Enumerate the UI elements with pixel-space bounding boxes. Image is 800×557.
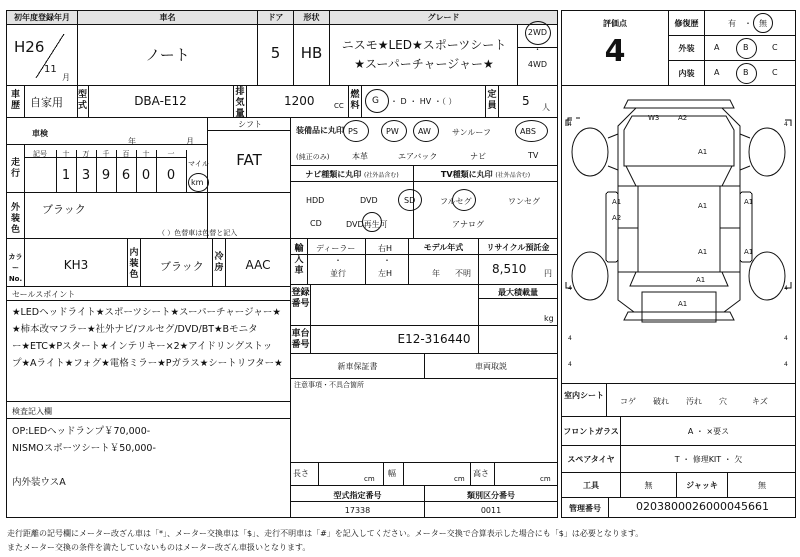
navi-sd-circle [398, 189, 422, 211]
mileage-col-label: 百 [122, 150, 130, 158]
svg-text:4: 4 [784, 335, 788, 342]
damage-mark: A2 [678, 114, 688, 122]
tv-fullseg-circle [452, 189, 476, 211]
interior-c: C [772, 68, 778, 77]
displacement-unit: CC [334, 102, 344, 110]
wheel-rear-right [749, 252, 785, 300]
exterior-c: C [772, 43, 778, 52]
drive-2wd: 2WD [527, 28, 548, 37]
repair-yes: 有 [728, 19, 736, 28]
exterior-b: B [743, 43, 749, 52]
max-load-label: 最大積載量 [498, 288, 538, 297]
color-no-label: カラーNo. [8, 253, 23, 283]
sales-point-line: ★LEDヘッドライト★スポーツシート★スーパーチャージャー★ [12, 307, 281, 318]
front-bumper [624, 100, 734, 108]
sales-points-label: セールスポイント [12, 290, 76, 299]
navi-item: HDD [306, 196, 325, 205]
reg-month: 11 [44, 64, 57, 75]
repair-label: 修復歴 [674, 19, 699, 28]
vehicle-manual: 車両取説 [475, 362, 507, 371]
recycle-yen: 円 [544, 269, 552, 278]
import-dot-1: ・ [334, 256, 342, 265]
mgmt-label: 管理番号 [569, 504, 601, 513]
tv-item: ワンセグ [508, 197, 540, 206]
equipment-item: AW [418, 127, 431, 136]
inspector-label: 検査記入欄 [12, 407, 52, 416]
drive-4wd: 4WD [527, 60, 548, 69]
navi-sub: (社外品含む) [364, 172, 399, 179]
equipment-label: 装備品に丸印 [296, 126, 344, 135]
svg-text:4: 4 [568, 335, 572, 342]
navi-dvd-play-circle [362, 212, 382, 232]
mileage-col-label: 十 [62, 150, 70, 158]
import-left-h: 左H [378, 269, 393, 278]
equipment-item-circle [381, 120, 407, 142]
spare-label: スペアタイヤ [567, 455, 615, 464]
capacity: 5 [522, 94, 530, 108]
usage: 自家用 [30, 96, 63, 109]
spare-value: T ・ 修理KIT ・ 欠 [674, 455, 743, 464]
wheel-front-right [749, 128, 785, 176]
fuel-g: G [372, 96, 379, 106]
svg-text:4: 4 [784, 121, 788, 128]
capacity-label: 定員 [487, 90, 497, 111]
shape-label: 形状 [294, 11, 329, 24]
door-label: ドア [258, 11, 293, 24]
equipment-item: 本革 [352, 152, 368, 161]
damage-mark: A1 [744, 248, 754, 256]
ac-value: AAC [245, 258, 271, 272]
interior-b: B [743, 68, 749, 77]
roof [638, 186, 720, 272]
chassis-value: E12-316440 [397, 332, 471, 346]
km-label: km [191, 178, 204, 187]
type-number-value: 17338 [344, 506, 371, 515]
shift-value: FAT [236, 151, 262, 169]
inspection-label: 車検 [32, 129, 48, 138]
import-dot-2: ・ [383, 256, 391, 265]
equipment-item: PW [386, 127, 399, 136]
interior-cond-item: 穴 [719, 397, 727, 406]
tv-label-text: TV種類に丸印 [440, 170, 493, 179]
grade-line-2: ★スーパーチャージャー★ [354, 57, 494, 71]
navi-item: SD [404, 196, 416, 205]
damage-mark: A1 [698, 148, 708, 156]
interior-color: ブラック [160, 260, 204, 273]
type-number-label: 型式指定番号 [333, 491, 382, 500]
width-unit: cm [454, 475, 465, 483]
footer-note-2: またメーター交換の条件を満たしていないものはメーター改ざん車扱いとなります。 [7, 543, 311, 552]
windshield [626, 166, 732, 186]
navi-label-text: ナビ種類に丸印 [305, 170, 362, 179]
tv-sub: (社外品含む) [495, 172, 531, 179]
inspector-line: NISMOスポーツシート￥50,000- [12, 443, 156, 454]
equipment-item: TV [528, 151, 539, 160]
capacity-unit: 人 [542, 103, 550, 112]
damage-mark: A1 [744, 198, 754, 206]
height-unit: cm [540, 475, 551, 483]
navi-label [291, 169, 413, 180]
inspection-month-unit: 月 [186, 137, 194, 146]
height-label: 高さ [473, 469, 489, 478]
car-name-label: 車名 [78, 11, 257, 24]
interior-color-label: 内装色 [129, 248, 139, 280]
mileage-col-label: 一 [167, 150, 175, 158]
navi-item: CD [310, 219, 322, 228]
interior-cond-label: 室内シート [564, 391, 604, 400]
ac-label: 冷房 [214, 252, 224, 273]
car-damage-diagram [562, 86, 795, 383]
interior-b-circle [736, 63, 757, 84]
max-load-unit: kg [544, 314, 554, 323]
tv-item: アナログ [452, 220, 484, 229]
sales-point-line: プ★Aライト★フォグ★電格ミラー★Pガラス★シートリフター★ [12, 358, 283, 369]
footer-note-1: 走行距離の記号欄にメーター改ざん車は「*」、メーター交換車は「$」、走行不明車は「#」を記入してください。メーター交換で合算表示した場合にも「$」は必要となります。 [7, 529, 644, 538]
color-change-note: （ ）色替車は色替と記入 [158, 229, 238, 237]
repair-no: 無 [759, 19, 767, 28]
exterior-b-circle [736, 38, 757, 59]
mileage-label: 走行 [10, 158, 20, 179]
recycle-label: リサイクル預託金 [486, 243, 550, 252]
equipment-item-circle [515, 120, 548, 142]
damage-mark: A1 [612, 198, 622, 206]
interior-cond-item: 汚れ [686, 397, 702, 406]
inspector-line: OP:LEDヘッドランプ￥70,000- [12, 426, 151, 437]
sales-point-line: ー★ETC★Pスタート★インテリキー×2★アイドリングストッ [12, 341, 273, 352]
model-year-unknown: 不明 [455, 269, 471, 278]
damage-mark: A1 [698, 248, 708, 256]
grade-line-1: ニスモ★LED★スポーツシート [341, 38, 507, 52]
chassis-label: 車台番号 [291, 329, 310, 350]
car-name: ノート [145, 46, 190, 64]
damage-mark: A2 [612, 214, 622, 222]
svg-text:4: 4 [568, 121, 572, 128]
svg-text:4: 4 [784, 361, 788, 368]
tv-label [414, 169, 557, 180]
reg-year: H26 [14, 38, 45, 56]
mgmt-value: 0203800026000045661 [636, 500, 769, 513]
navi-item: DVD再生可 [346, 220, 388, 229]
interior-cond-item: 破れ [653, 397, 669, 406]
navi-item: DVD [360, 196, 378, 205]
model-year-label: モデル年式 [423, 243, 464, 252]
wheel-rear-left [572, 252, 608, 300]
interior-cond-item: コゲ [620, 397, 636, 406]
import-right-h: 右H [378, 244, 393, 253]
import-parallel: 並行 [330, 269, 346, 278]
shift-label: シフト [238, 120, 262, 129]
mile-label: マイル [188, 160, 209, 168]
mileage-col-label: 万 [82, 150, 90, 158]
equipment-item: サンルーフ [452, 128, 491, 137]
class-number-label: 類別区分番号 [467, 491, 515, 500]
equipment-item: ABS [520, 127, 536, 136]
sales-point-line: ★柿本改マフラー★社外ナビ/フルセグ/DVD/BT★Bモニタ [12, 324, 258, 335]
score-value: 4 [604, 34, 626, 69]
fuel-g-circle [365, 89, 389, 113]
repair-dot: ・ [744, 19, 752, 28]
drive-dot: ・ [533, 45, 542, 54]
grade-label: グレード [330, 11, 557, 24]
exterior-label: 外装 [678, 44, 695, 53]
damage-mark: A1 [698, 202, 708, 210]
length-unit: cm [364, 475, 375, 483]
svg-text:4: 4 [568, 285, 572, 292]
fuel-options: ・ D ・ HV ・（ ） [390, 97, 457, 106]
color-value: ブラック [42, 203, 86, 216]
equipment-item: ナビ [470, 152, 486, 161]
notes-label: 注意事項・不具合箇所 [294, 381, 364, 389]
exterior-a: A [714, 43, 720, 52]
mileage-digit: 0 [166, 168, 176, 183]
import-label: 輸入車 [294, 244, 304, 276]
mileage-col-label: 十 [142, 150, 150, 158]
damage-mark: A1 [696, 276, 706, 284]
tools-label: 工具 [583, 481, 599, 490]
import-dealer: ディーラー [316, 244, 356, 253]
interior-cond-item: キズ [752, 397, 768, 406]
color-no: KH3 [63, 258, 89, 272]
tools-value: 無 [644, 481, 653, 490]
mileage-digit: 6 [121, 168, 131, 183]
damage-mark: A1 [678, 300, 688, 308]
doors: 5 [270, 44, 281, 62]
svg-text:4: 4 [784, 285, 788, 292]
equipment-item: PS [348, 127, 358, 136]
repair-no-circle [753, 13, 773, 33]
mileage-digit: 1 [61, 168, 71, 183]
class-number-value: 0011 [480, 506, 502, 515]
equipment-sub: (純正のみ) [296, 153, 330, 161]
score-label: 評価点 [603, 19, 627, 28]
rear-window [630, 272, 728, 286]
km-circle [188, 173, 209, 192]
model-label: 型式 [77, 90, 87, 111]
drive-2wd-circle [525, 21, 551, 45]
width-label: 幅 [388, 469, 396, 478]
interior-a: A [714, 68, 720, 77]
model-year-unit: 年 [432, 269, 440, 278]
displacement-label: 排気量 [235, 87, 245, 119]
mileage-digit: 9 [101, 168, 111, 183]
equipment-item-circle [343, 120, 369, 142]
length-label: 長さ [293, 469, 309, 478]
equipment-item: エアバック [398, 152, 438, 161]
windshield-label: フロントガラス [563, 427, 619, 436]
shape: HB [300, 44, 323, 62]
color-label: 外装色 [10, 203, 20, 235]
jack-value: 無 [758, 481, 766, 490]
interior-label: 内装 [678, 69, 695, 78]
windshield-value: A ・ ×要ス [687, 427, 730, 436]
tv-item: フルセグ [440, 197, 472, 206]
recycle-value: 8,510 [492, 262, 527, 276]
reg-year-label: 初年度登録年月 [7, 11, 77, 24]
equipment-item-circle [413, 120, 439, 142]
car-body-outline [618, 108, 740, 312]
reg-month-unit: 月 [62, 73, 70, 82]
model: DBA-E12 [134, 94, 187, 108]
new-car-warranty: 新車保証書 [337, 362, 378, 371]
svg-text:4: 4 [568, 361, 572, 368]
mileage-digit: 0 [141, 168, 151, 183]
damage-mark: W3 [648, 114, 660, 122]
displacement: 1200 [284, 94, 315, 108]
mileage-col-label: 記号 [33, 150, 47, 158]
inspection-year-unit: 年 [128, 137, 136, 146]
fuel-label: 燃料 [350, 90, 360, 111]
usage-label: 車歴 [10, 90, 20, 111]
register-label: 登録番号 [291, 288, 310, 309]
mileage-col-label: 千 [102, 150, 110, 158]
hood [624, 116, 734, 166]
jack-label: ジャッキ [686, 481, 718, 490]
mileage-digit: 3 [81, 168, 91, 183]
inspector-line: 内外装ウスA [12, 477, 66, 488]
wheel-front-left [572, 128, 608, 176]
rear-bumper [624, 312, 734, 320]
